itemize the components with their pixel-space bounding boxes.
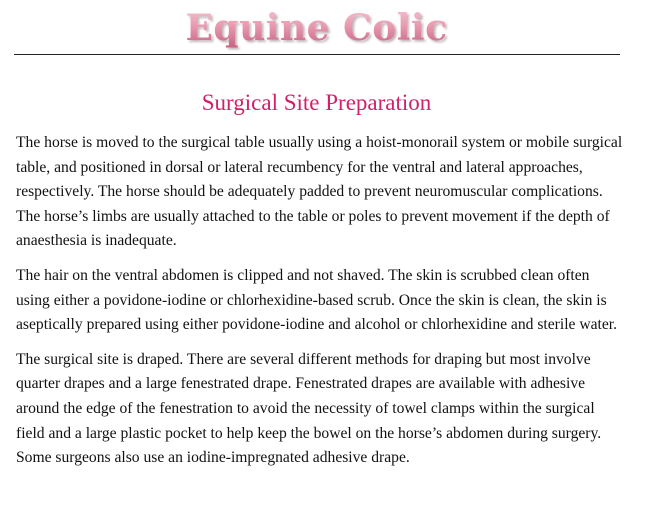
paragraph-draping: The surgical site is draped. There are several different methods for draping but most involve quarter drapes and a large fenestrated drape. Fenestrated drapes are available with adhesive around the edge of the fenestration to avoid the necessity of towel clamps within the surgical field and a large plastic pocket to help keep the bowel on the horse’s abdomen during surgery. Some surgeons also use an iodine-impregnated adhesive drape. [16,350,602,467]
header-divider [14,54,620,55]
section-heading: Surgical Site Preparation [201,90,432,115]
paragraph-patient-positioning: The horse is moved to the surgical table usually using a hoist-monorail system or mobile surgical table, and positioned in dorsal or lateral recumbency for the ventral and lateral approaches, respectively. The horse should be adequately padded to prevent neuromuscular complications. The horse’s limbs are usually attached to the table or poles to prevent movement if the depth of anaesthesia is inadequate. [16,134,623,250]
article-body [16,131,626,481]
page-header [0,6,633,50]
site-title: Equine Colic [185,7,448,49]
paragraph-skin-preparation: The hair on the ventral abdomen is clipped and not shaved. The skin is scrubbed clean often using either a povidone-iodine or chlorhexidine-based scrub. Once the skin is clean, the skin is aseptically prepared using either povidone-iodine and alcohol or chlorhexidine and sterile water. [16,266,618,334]
